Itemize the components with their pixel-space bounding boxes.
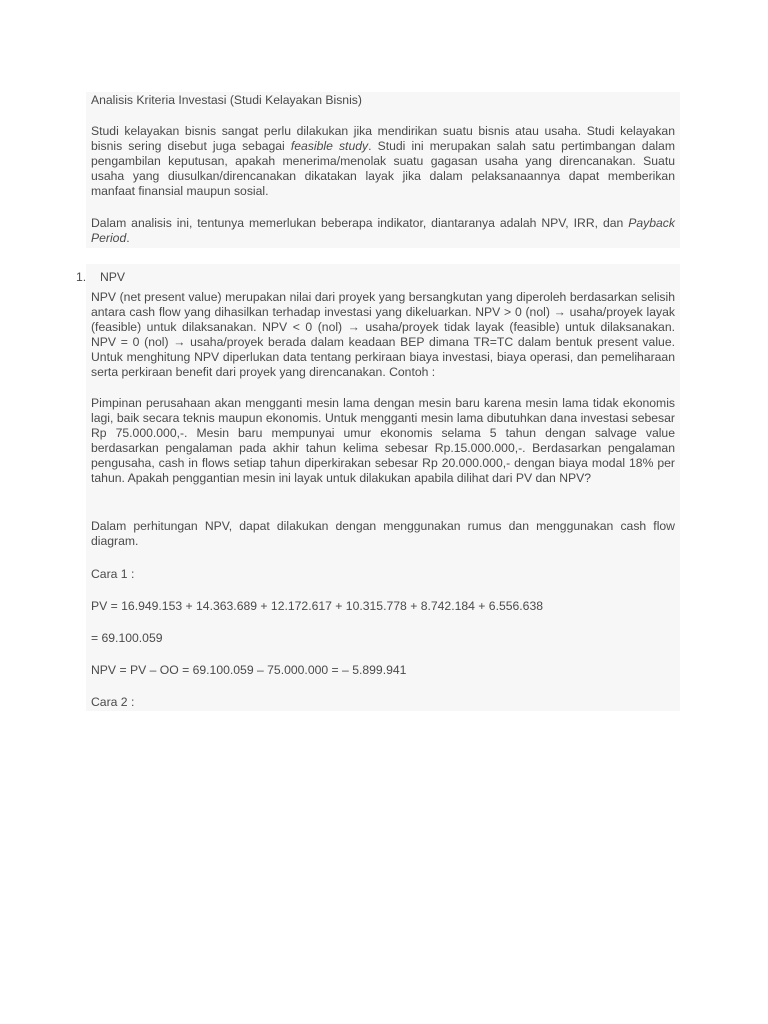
pv-formula: PV = 16.949.153 + 14.363.689 + 12.172.617 + 10.315.778 + 8.742.184 + 6.556.638 [91,599,544,613]
list-number: 1. [76,270,87,284]
section-label: NPV [100,270,126,284]
npv-section [76,264,680,711]
cara-2-label: Cara 2 : [91,695,135,709]
npv-method-paragraph: Dalam perhitungan NPV, dapat dilakukan dengan menggunakan rumus dan menggunakan cash flow diagram. [91,519,675,548]
document-title: Analisis Kriteria Investasi (Studi Kelayakan Bisnis) [91,93,362,107]
intro-p2-text-a: Dalam analisis ini, tentunya memerlukan beberapa indikator, diantaranya adalah NPV, IRR, dan [91,216,629,230]
npv-formula: NPV = PV – OO = 69.100.059 – 75.000.000 = – 5.899.941 [91,663,407,677]
intro-p2-text-b: . [126,231,130,245]
intro-p1-emphasis: feasible study [290,139,369,153]
intro-paragraph-2 [91,216,675,246]
intro-p1-text-b: . Studi ini merupakan salah satu pertimbangan dalam pengambilan keputusan, apakah menerima/menolak suatu gagasan usaha yang direncanakan. Suatu usaha yang diusulkan/direncanakan dikatakan layak jika dalam pelaksanaannya dapat memberikan manfaat finansial maupun sosial. [91,139,675,198]
cara-1-label: Cara 1 : [91,567,135,581]
pv-result: = 69.100.059 [91,631,163,645]
intro-paragraph-1 [91,124,675,199]
intro-p1-text-a: Studi kelayakan bisnis sangat perlu dilakukan jika mendirikan suatu bisnis atau usaha. Studi kelayakan bisnis sering disebut juga sebagai [91,124,675,153]
intro-section [86,92,680,248]
npv-definition-paragraph: NPV (net present value) merupakan nilai dari proyek yang bersangkutan yang diperoleh berdasarkan selisih antara cash flow yang dihasilkan terhadap investasi yang dikeluarkan. NPV > 0 (nol) → usaha/proyek layak (feasible) untuk dilaksanakan. NPV < 0 (nol) → usaha/proyek tidak layak (feasible) untuk dilaksanakan. NPV = 0 (nol) → usaha/proyek berada dalam keadaan BEP dimana TR=TC dalam bentuk present value. Untuk menghitung NPV diperlukan data tentang perkiraan biaya investasi, biaya operasi, dan pemeliharaan serta perkiraan benefit dari proyek yang direncanakan. Contoh : [91,290,675,379]
intro-p2-emphasis: Payback Period [91,216,675,245]
npv-example-paragraph: Pimpinan perusahaan akan mengganti mesin lama dengan mesin baru karena mesin lama tidak ekonomis lagi, baik secara teknis maupun ekonomis. Untuk mengganti mesin lama dibutuhkan dana investasi sebesar Rp 75.000.000,-. Mesin baru mempunyai umur ekonomis selama 5 tahun dengan salvage value berdasarkan pengalaman pada akhir tahun kelima sebesar Rp.15.000.000,-. Berdasarkan pengalaman pengusaha, cash in flows setiap tahun diperkirakan sebesar Rp 20.000.000,- dengan biaya modal 18% per tahun. Apakah penggantian mesin ini layak untuk dilakukan apabila dilihat dari PV dan NPV? [91,396,675,485]
